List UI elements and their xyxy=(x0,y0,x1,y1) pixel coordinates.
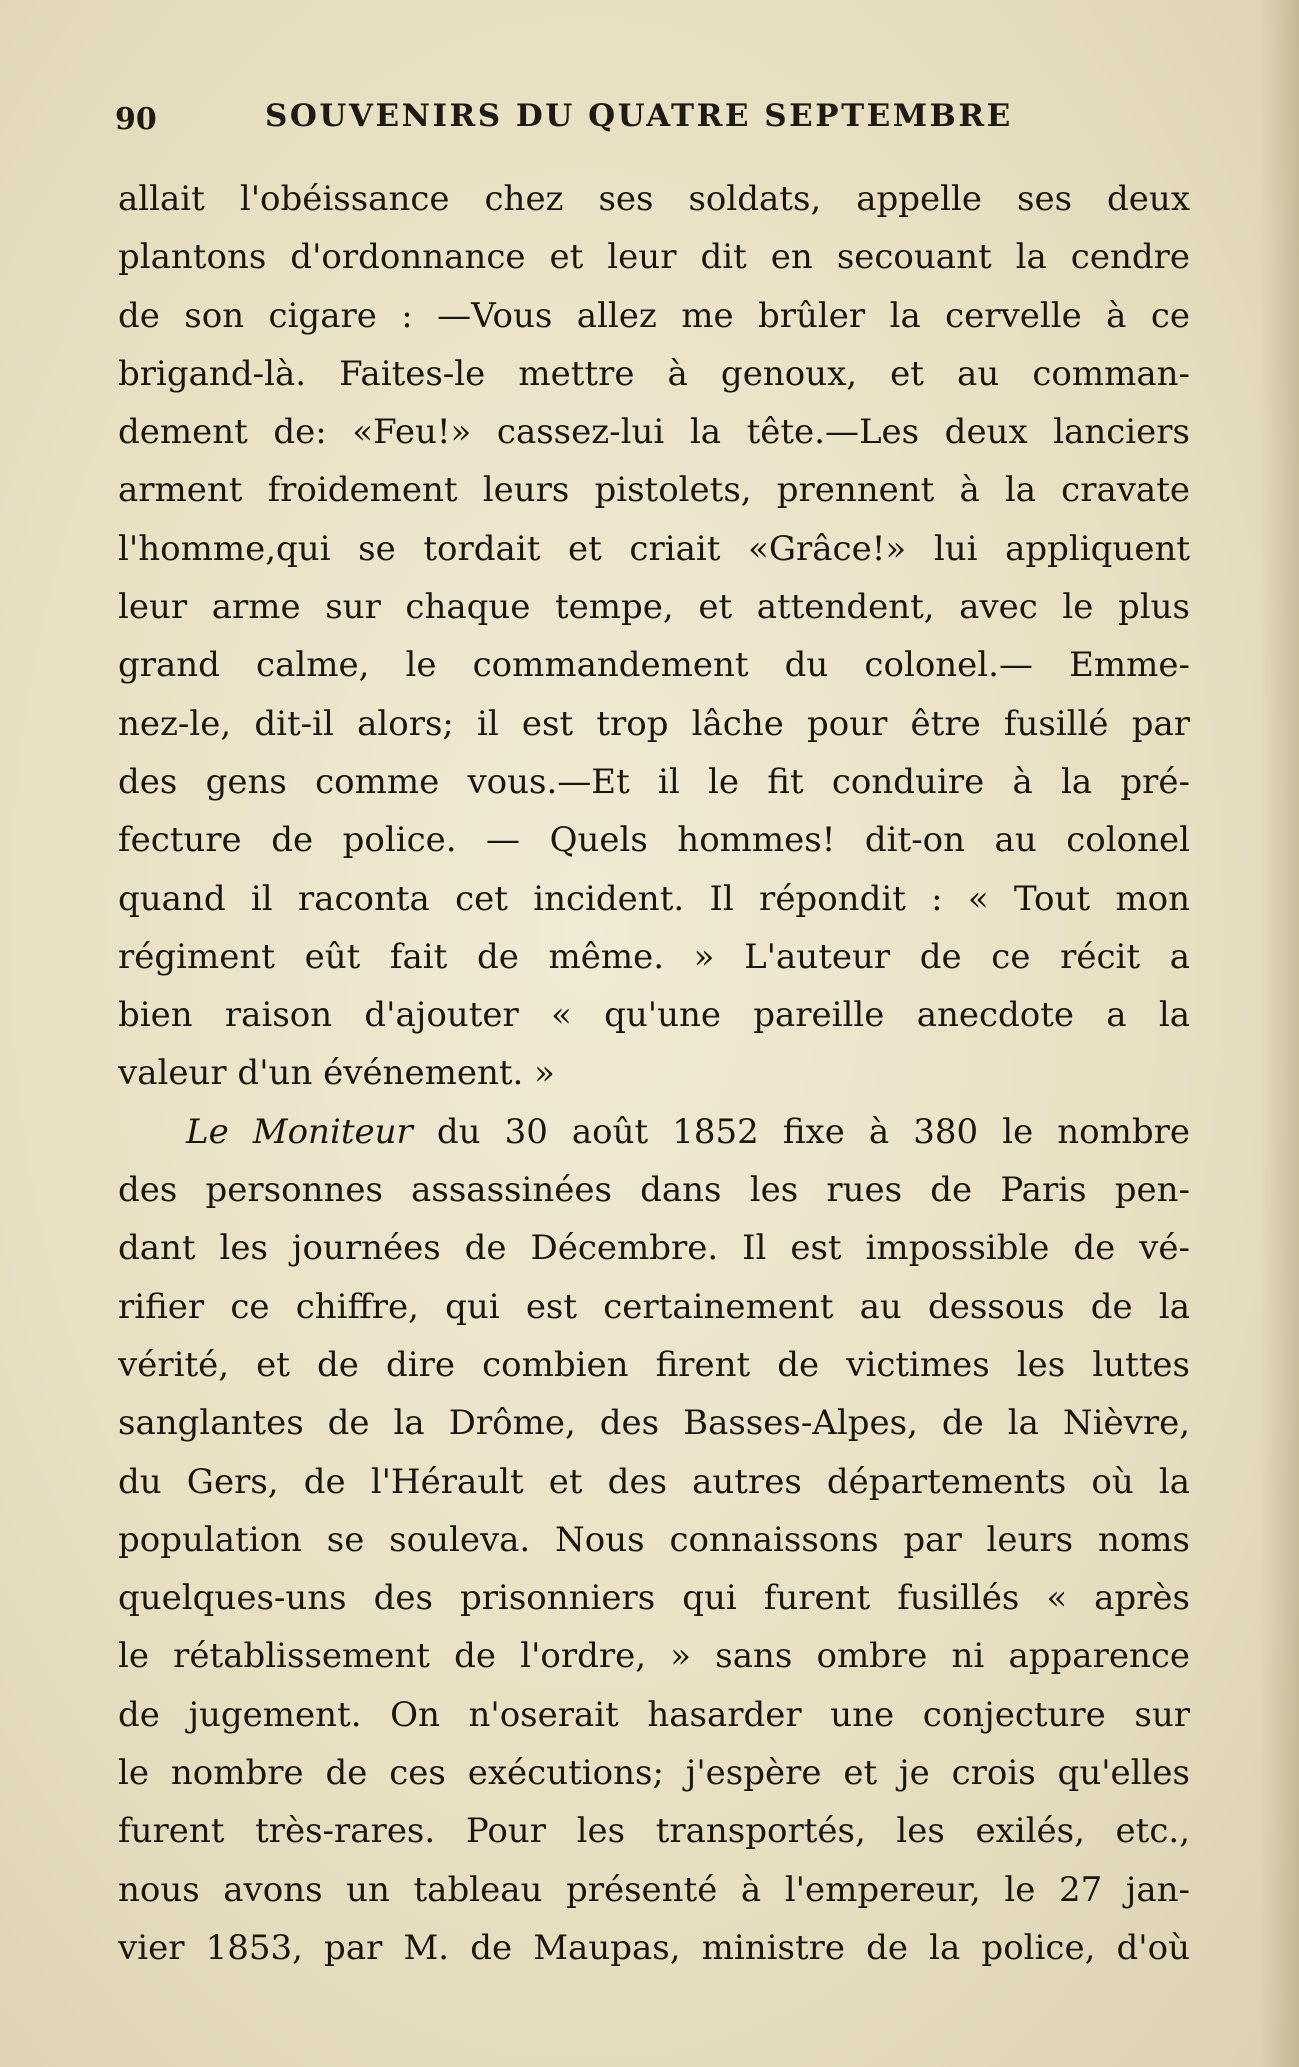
paragraph-1 xyxy=(118,170,1190,1103)
text-line: l'homme,qui se tordait et criait «Grâce!» lui appliquent xyxy=(118,528,1190,569)
text-line: dement de: «Feu!» cassez-lui la tête.—Les deux lanciers xyxy=(118,412,1190,453)
text-line-first xyxy=(118,1103,1190,1161)
page-number: 90 xyxy=(115,102,157,137)
text-line: le nombre de ces exécutions; j'espère et je crois qu'elles xyxy=(118,1753,1190,1794)
text-line: furent très-rares. Pour les transportés, les exilés, etc., xyxy=(118,1811,1190,1852)
text-line: dant les journées de Décembre. Il est impossible de vé- xyxy=(118,1228,1190,1269)
text-line: nez-le, dit-il alors; il est trop lâche pour être fusillé par xyxy=(118,703,1190,744)
text-line: de jugement. On n'oserait hasarder une conjecture sur xyxy=(118,1694,1190,1735)
body-text xyxy=(118,170,1190,1977)
page-header xyxy=(115,98,1035,142)
text-line: quand il raconta cet incident. Il répondit : « Tout mon xyxy=(118,878,1190,919)
text-line: vier 1853, par M. de Maupas, ministre de la police, d'où xyxy=(118,1927,1190,1968)
text-line-rest: du 30 août 1852 fixe à 380 le nombre xyxy=(436,1111,1190,1152)
text-line: vérité, et de dire combien firent de victimes les luttes xyxy=(118,1344,1190,1385)
running-title: SOUVENIRS DU QUATRE SEPTEMBRE xyxy=(265,98,1013,134)
text-line: des gens comme vous.—Et il le fit conduire à la pré- xyxy=(118,761,1190,802)
text-line: grand calme, le commandement du colonel.— Emme- xyxy=(118,645,1190,686)
text-line: leur arme sur chaque tempe, et attendent, avec le plus xyxy=(118,587,1190,628)
text-line: valeur d'un événement. » xyxy=(118,1053,555,1094)
paragraph-2 xyxy=(118,1103,1190,1977)
text-line: bien raison d'ajouter « qu'une pareille anecdote a la xyxy=(118,995,1190,1036)
newspaper-title: Le Moniteur xyxy=(186,1111,413,1152)
text-line: quelques-uns des prisonniers qui furent fusillés « après xyxy=(118,1578,1190,1619)
text-line: sanglantes de la Drôme, des Basses-Alpes, de la Nièvre, xyxy=(118,1403,1190,1444)
text-line: nous avons un tableau présenté à l'empereur, le 27 jan- xyxy=(118,1869,1190,1910)
text-line: du Gers, de l'Hérault et des autres départements où la xyxy=(118,1461,1190,1502)
text-line: plantons d'ordonnance et leur dit en secouant la cendre xyxy=(118,237,1190,278)
text-line: fecture de police. — Quels hommes! dit-on au colonel xyxy=(118,820,1190,861)
text-line: de son cigare : —Vous allez me brûler la cervelle à ce xyxy=(118,295,1190,336)
page-edge-shadow xyxy=(1259,0,1299,2067)
text-line: brigand-là. Faites-le mettre à genoux, et au comman- xyxy=(118,353,1190,394)
text-line: des personnes assassinées dans les rues de Paris pen- xyxy=(118,1170,1190,1211)
text-line: arment froidement leurs pistolets, prennent à la cravate xyxy=(118,470,1190,511)
text-line: population se souleva. Nous connaissons par leurs noms xyxy=(118,1519,1190,1560)
text-line: rifier ce chiffre, qui est certainement au dessous de la xyxy=(118,1286,1190,1327)
text-line: régiment eût fait de même. » L'auteur de ce récit a xyxy=(118,936,1190,977)
text-line: allait l'obéissance chez ses soldats, appelle ses deux xyxy=(118,179,1190,219)
text-line: le rétablissement de l'ordre, » sans ombre ni apparence xyxy=(118,1636,1190,1677)
